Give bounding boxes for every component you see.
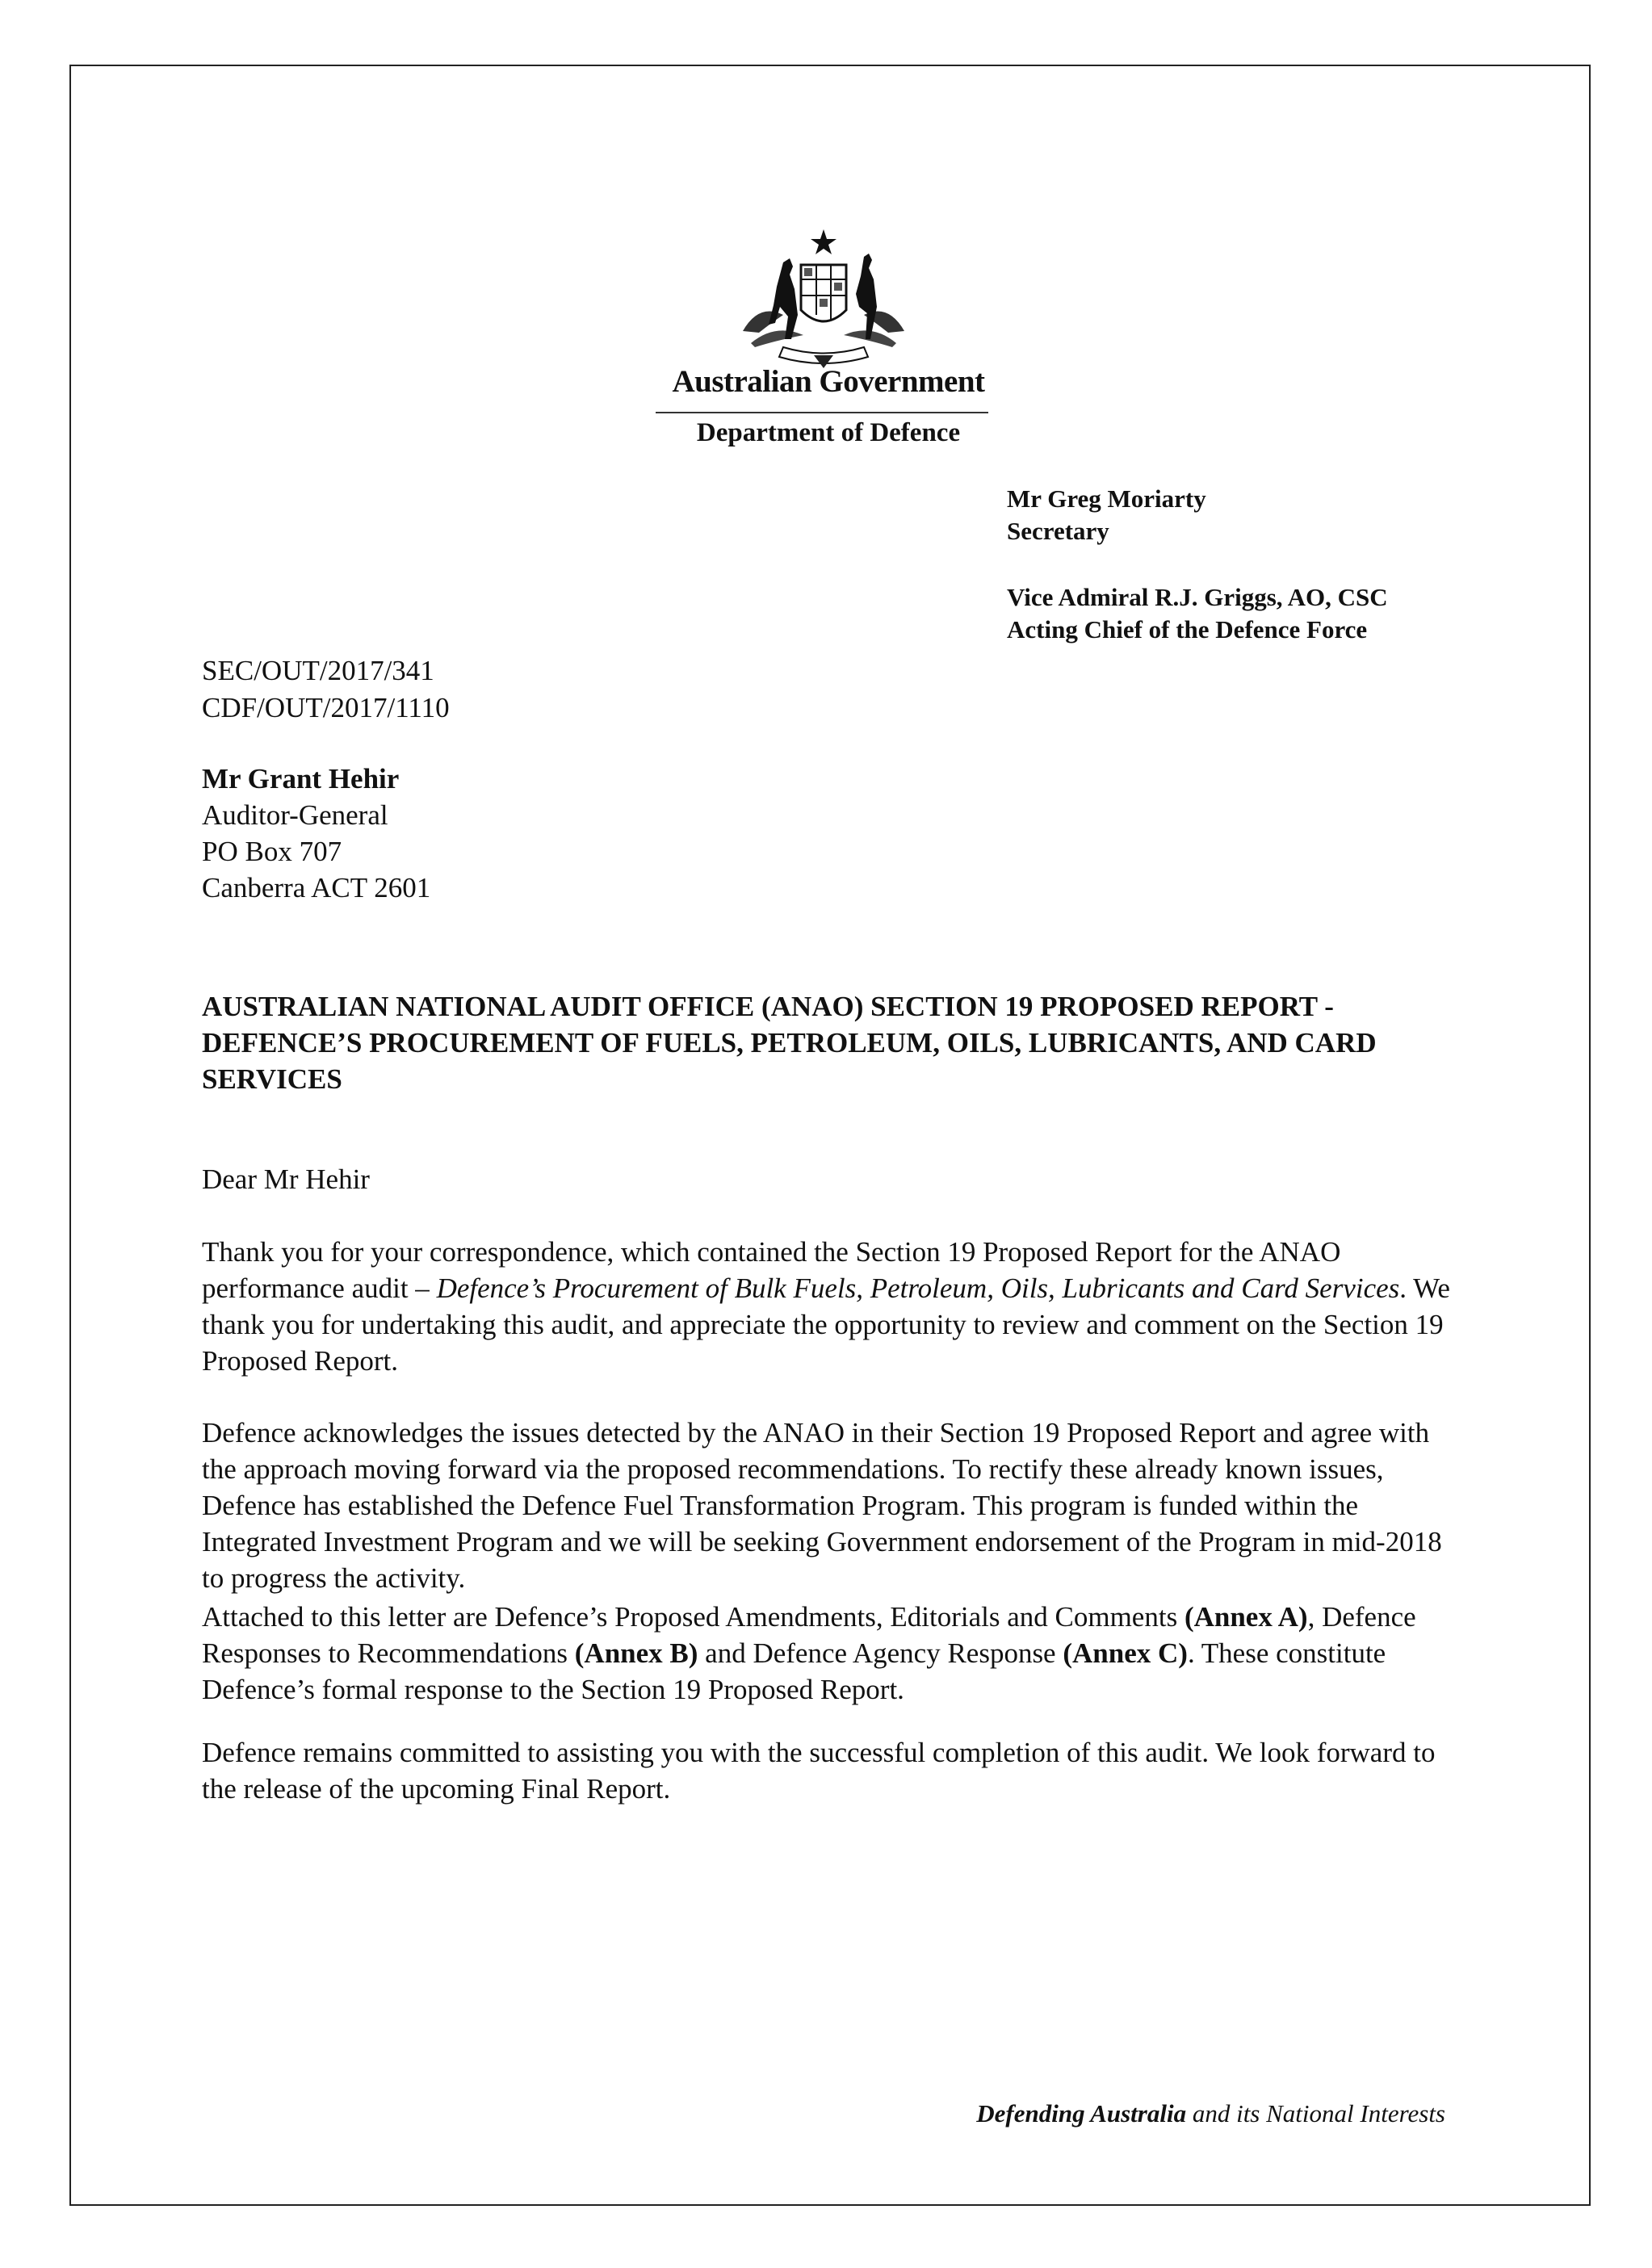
signatory-cdf [1007, 581, 1388, 646]
paragraph-text: Thank you for your correspondence, which contained the Section 19 Proposed Report for the ANAO performance audit – [202, 1236, 1341, 1304]
paragraph-text: . We thank you for undertaking this audit, and appreciate the opportunity to review and comment on the Section 19 Proposed Report. [202, 1272, 1450, 1377]
signatory-name: Vice Admiral R.J. Griggs, AO, CSC [1007, 583, 1388, 611]
paragraph-text: and Defence Agency Response [698, 1637, 1063, 1669]
recipient-line: Canberra ACT 2601 [202, 872, 431, 903]
signatory-title: Secretary [1007, 517, 1109, 545]
salutation: Dear Mr Hehir [202, 1163, 370, 1195]
reference-line: SEC/OUT/2017/341 [202, 655, 434, 686]
annex-b-ref: (Annex B) [574, 1637, 698, 1669]
signatory-secretary [1007, 483, 1206, 547]
signatory-title: Acting Chief of the Defence Force [1007, 615, 1368, 644]
department-title: Department of Defence [696, 418, 961, 447]
recipient-line: Auditor-General [202, 799, 388, 831]
body-paragraph-1 [202, 1234, 1461, 1379]
recipient-name: Mr Grant Hehir [202, 763, 400, 794]
reference-line: CDF/OUT/2017/1110 [202, 692, 450, 723]
motto-rest: and its National Interests [1186, 2099, 1445, 2128]
body-paragraph-4: Defence remains committed to assisting you with the successful completion of this audit. We look forward to the release of the upcoming Final Report. [202, 1737, 1436, 1805]
motto-bold: Defending Australia [976, 2099, 1187, 2128]
paragraph-text: Attached to this letter are Defence’s Proposed Amendments, Editorials and Comments [202, 1601, 1184, 1633]
body-paragraph-3 [202, 1599, 1461, 1708]
paragraph-text: , Defence Responses to Recommendations [202, 1601, 1416, 1669]
letter-subject: AUSTRALIAN NATIONAL AUDIT OFFICE (ANAO) SECTION 19 PROPOSED REPORT - DEFENCE’S PROCUREMENT OF FUELS, PETROLEUM, OILS, LUBRICANTS, AND CARD SERVICES [202, 991, 1377, 1095]
letterhead-divider [656, 412, 988, 413]
footer-motto [880, 2099, 1445, 2128]
coat-of-arms-icon [727, 226, 920, 371]
government-title: Australian Government [672, 364, 985, 399]
body-paragraph-2: Defence acknowledges the issues detected by the ANAO in their Section 19 Proposed Report and agree with the approach moving forward via the proposed recommendations. To rectify these already known issues, Defence has established the Defence Fuel Transformation Program. This program is funded within the Integrated Investment Program and we will be seeking Government endorsement of the Program in mid-2018 to progress the activity. [202, 1417, 1442, 1594]
recipient-line: PO Box 707 [202, 836, 342, 867]
annex-c-ref: (Annex C) [1063, 1637, 1188, 1669]
recipient-address [202, 761, 430, 906]
signatory-name: Mr Greg Moriarty [1007, 484, 1206, 513]
paragraph-text: . These constitute Defence’s formal response to the Section 19 Proposed Report. [202, 1637, 1386, 1705]
annex-a-ref: (Annex A) [1184, 1601, 1308, 1633]
audit-title: Defence’s Procurement of Bulk Fuels, Petroleum, Oils, Lubricants and Card Services [436, 1272, 1400, 1304]
reference-numbers [202, 652, 450, 727]
